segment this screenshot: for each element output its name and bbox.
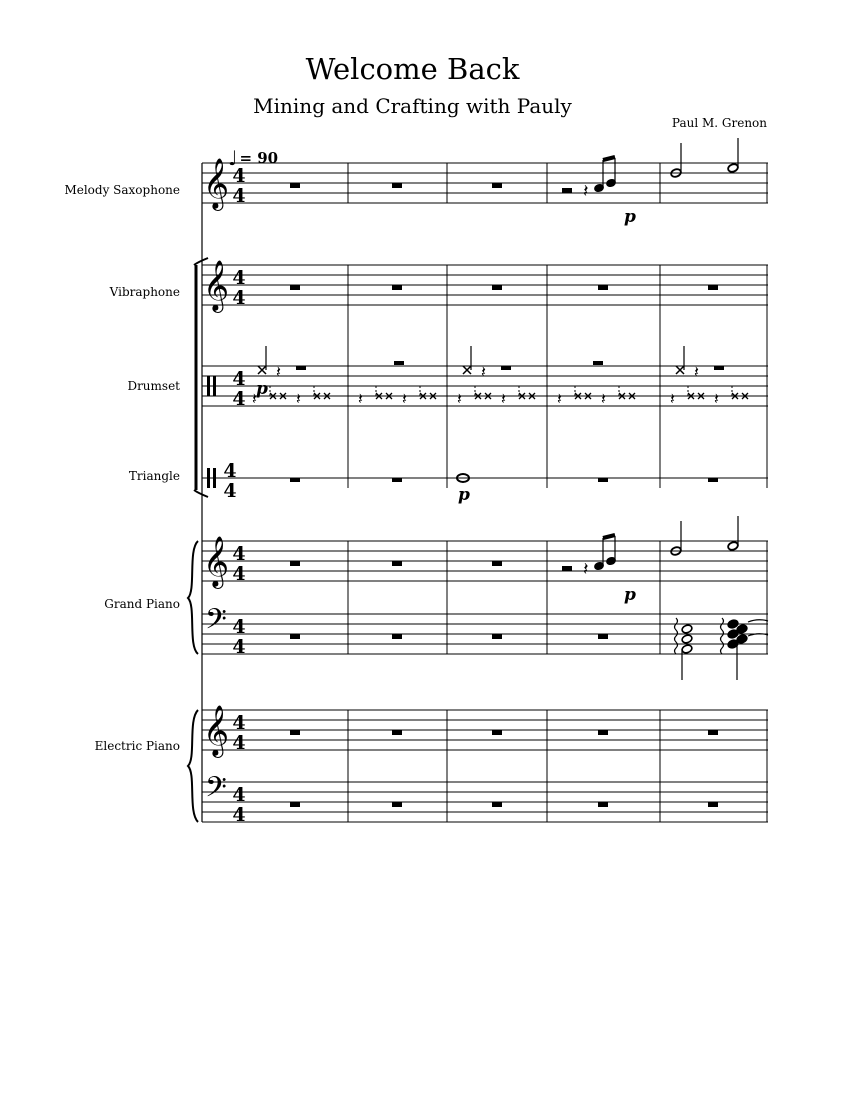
svg-text:4: 4: [232, 267, 246, 289]
quarter-rest-icon: 𝄽: [457, 389, 462, 408]
saxophone-phrase: [562, 138, 739, 202]
hihat-note-icon: [676, 366, 684, 374]
quarter-rest-icon: 𝄽: [481, 362, 486, 381]
drum-pattern: [252, 346, 748, 408]
staff-electric-piano-bass: [202, 782, 768, 822]
staff-electric-piano-treble: [202, 710, 768, 750]
dynamic-marking-piano: p: [256, 379, 268, 399]
arpeggio-icon: [675, 618, 678, 654]
svg-text:4: 4: [232, 388, 246, 410]
score-subtitle: Mining and Crafting with Pauly: [253, 94, 572, 118]
instrument-name-melody-saxophone: Melody Saxophone: [64, 183, 180, 197]
bracket-bottom-hook: [194, 490, 208, 497]
quarter-note-icon: ♩: [228, 146, 238, 170]
treble-clef-icon: 𝄞: [203, 260, 230, 311]
hihat-note-icon: [258, 366, 266, 374]
whole-rest: [593, 361, 603, 365]
quarter-rest-icon: 𝄽: [296, 389, 301, 408]
svg-text:4: 4: [232, 712, 246, 734]
bass-clef-icon: 𝄢: [205, 771, 227, 811]
whole-rests: [290, 183, 718, 807]
electric-piano-brace: [188, 710, 198, 822]
svg-text:4: 4: [232, 636, 246, 658]
staff-melody-saxophone: [202, 163, 768, 203]
svg-text:4: 4: [223, 480, 237, 502]
svg-text:4: 4: [232, 784, 246, 806]
quarter-rest-icon: 𝄽: [583, 559, 589, 580]
treble-clef-icon: 𝄞: [203, 536, 230, 587]
svg-text:4: 4: [232, 185, 246, 207]
svg-text:4: 4: [232, 616, 246, 638]
instrument-name-drumset: Drumset: [127, 379, 180, 393]
quarter-rest-icon: 𝄽: [358, 389, 363, 408]
dynamic-marking-piano: p: [458, 485, 470, 505]
composer-name: Paul M. Grenon: [671, 116, 767, 130]
half-rest: [562, 188, 572, 193]
instrument-name-grand-piano: Grand Piano: [104, 597, 180, 611]
svg-text:4: 4: [232, 368, 246, 390]
half-note-head: [727, 163, 739, 173]
svg-text:4: 4: [232, 165, 246, 187]
staff-grand-piano-treble: [202, 541, 768, 581]
instrument-name-electric-piano: Electric Piano: [94, 739, 180, 753]
quarter-rest-icon: 𝄽: [694, 362, 699, 381]
half-rest: [714, 366, 724, 370]
treble-clef-icon: 𝄞: [203, 158, 230, 209]
quarter-rest-icon: 𝄽: [252, 389, 257, 408]
percussion-clef-icon: [207, 376, 216, 488]
svg-text:4: 4: [232, 563, 246, 585]
whole-rest: [394, 361, 404, 365]
piano-bass-chords: [675, 618, 769, 680]
quarter-rest-icon: 𝄽: [670, 389, 675, 408]
tie-icon: [748, 620, 768, 622]
bass-clef-icon: 𝄢: [205, 603, 227, 643]
svg-text:4: 4: [232, 732, 246, 754]
quarter-rest-icon: 𝄽: [402, 389, 407, 408]
dynamic-marking-piano: p: [624, 207, 636, 227]
quarter-rest-icon: 𝄽: [601, 389, 606, 408]
half-rest: [296, 366, 306, 370]
staff-vibraphone: [202, 265, 768, 305]
treble-clef-icon: 𝄞: [203, 705, 230, 756]
tempo-value: = 90: [239, 149, 279, 167]
quarter-rest-icon: 𝄽: [714, 389, 719, 408]
quarter-rest-icon: 𝄽: [557, 389, 562, 408]
arpeggio-icon: [721, 618, 724, 654]
svg-text:4: 4: [223, 460, 237, 482]
piano-brace: [188, 541, 198, 654]
quarter-rest-icon: 𝄽: [276, 362, 281, 381]
quarter-rest-icon: 𝄽: [583, 181, 589, 202]
dynamic-marking-piano: p: [624, 585, 636, 605]
barlines: [348, 163, 767, 822]
half-rest: [501, 366, 511, 370]
instrument-name-triangle: Triangle: [128, 469, 180, 483]
svg-text:4: 4: [232, 287, 246, 309]
svg-text:4: 4: [232, 804, 246, 826]
svg-text:4: 4: [232, 543, 246, 565]
piano-treble-phrase: [562, 516, 739, 580]
instrument-name-vibraphone: Vibraphone: [109, 285, 180, 299]
hihat-note-icon: [463, 366, 471, 374]
quarter-rest-icon: 𝄽: [501, 389, 506, 408]
score-title: Welcome Back: [305, 52, 520, 86]
